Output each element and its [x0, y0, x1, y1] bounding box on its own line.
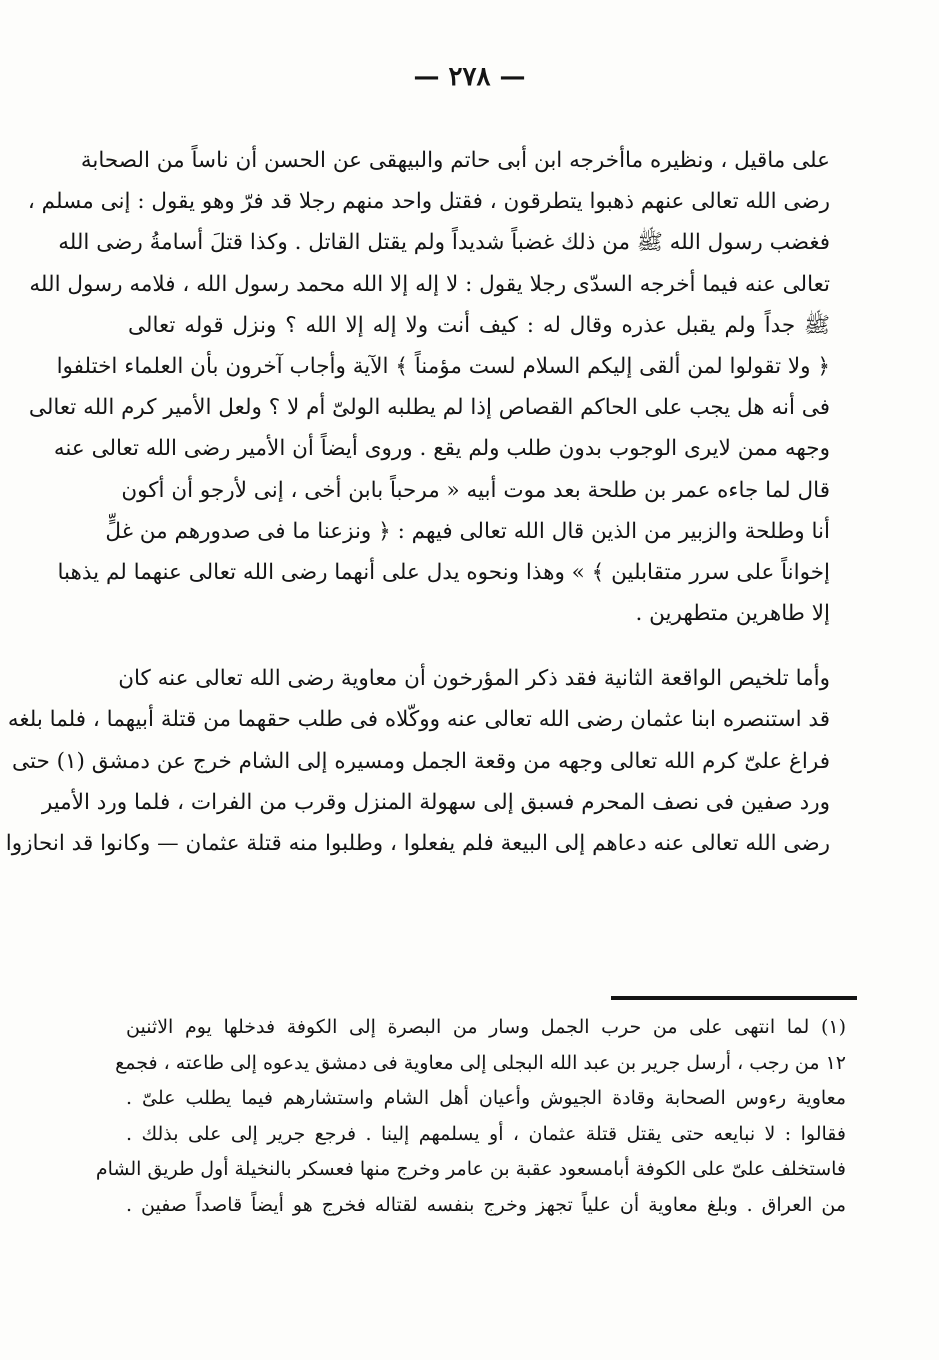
text-line: ﷺ جداً ولم يقبل عذره وقال له : كيف أنت ولا إله إلا الله ؟ ونزل قوله تعالى [128, 312, 830, 338]
text-line: وجهه ممن لايرى الوجوب بدون طلب ولم يقع . وروى أيضاً أن الأمير رضى الله تعالى عنه [53, 436, 830, 462]
text-line: على ماقيل ، ونظيره ماأخرجه ابن أبى حاتم والبيهقى عن الحسن أن ناساً من الصحابة [80, 148, 830, 173]
text-line: ورد صفين فى نصف المحرم فسبق إلى سهولة المنزل وقرب من الفرات ، فلما ورد الأمير [41, 789, 830, 815]
text-line: فراغ علىّ كرم الله تعالى وجهه من وقعة الجمل ومسيره إلى الشام خرج عن دمشق (١) حتى [12, 748, 830, 774]
footnote-line: فاستخلف علىّ على الكوفة أبامسعود عقبة بن عامر وخرج منها فعسكر بالنخيلة أول طريق الشام [95, 1158, 846, 1181]
text-line: إخواناً على سرر متقابلين ﴾ » وهذا ونحوه يدل على أنهما رضى الله تعالى عنهما لم يذهبا [57, 559, 830, 585]
footnote-line: من العراق . وبلغ معاوية أن علياً تجهز وخرج بنفسه لقتاله فخرج هو أيضاً قاصداً صفين . [126, 1193, 846, 1216]
text-line: قد استنصره ابنا عثمان رضى الله تعالى عنه ووكّلاه فى طلب حقهما من قتلة أبيهما ، فلما بلغه [7, 707, 830, 733]
text-line: إلا طاهرين متطهرين . [635, 601, 830, 627]
main-text [5, 140, 830, 864]
footnote-line: ١٢ من رجب ، أرسل جرير بن عبد الله البجلى إلى معاوية فى دمشق يدعوه إلى طاعته ، فجمع [115, 1051, 846, 1074]
text-line: رضى الله تعالى عنه دعاهم إلى البيعة فلم يفعلوا ، وطلبوا منه قتلة عثمان — وكانوا قد انحازوا [5, 831, 830, 856]
text-line: وأما تلخيص الواقعة الثانية فقد ذكر المؤرخون أن معاوية رضى الله تعالى عنه كان [118, 666, 830, 692]
paragraph-gap [128, 634, 830, 658]
text-line: تعالى عنه فيما أخرجه السدّى رجلا يقول : لا إله إلا الله محمد رسول الله ، فلامه رسول الله [29, 271, 830, 297]
text-line: ﴿ ولا تقولوا لمن ألقى إليكم السلام لست مؤمناً ﴾ الآية وأجاب آخرون بأن العلماء اختلفوا [56, 353, 830, 379]
paragraph-1 [27, 140, 830, 634]
text-line: فى أنه هل يجب على الحاكم القصاص إذا لم يطلبه الولىّ أم لا ؟ ولعل الأمير كرم الله تعالى [28, 395, 830, 421]
text-line: قال لما جاءه عمر بن طلحة بعد موت أبيه « مرحباً بابن أخى ، إنى لأرجو أن أكون [121, 477, 830, 503]
footnote-line: معاوية رءوس الصحابة وقادة الجيوش وأعيان أهل الشام واستشارهم فيما يطلب علىّ . [126, 1087, 846, 1110]
page-number: — ٢٧٨ — [413, 62, 526, 92]
text-line: رضى الله تعالى عنهم ذهبوا يتطرقون ، فقتل واحد منهم رجلا قد فرّ وهو يقول : إنى مسلم ، [27, 189, 830, 215]
text-line: أنا وطلحة والزبير من الذين قال الله تعالى فيهم : ﴿ ونزعنا ما فى صدورهم من غلٍّ [105, 518, 830, 544]
text-line: فغضب رسول الله ﷺ من ذلك غضباً شديداً ولم يقتل القاتل . وكذا قتلَ أسامةُ رضى الله [58, 230, 830, 256]
paragraph-2 [5, 658, 830, 864]
footnote-rule [611, 996, 857, 1000]
footnote [95, 1010, 846, 1224]
footnote-line: (١) لما انتهى على من حرب الجمل وسار من البصرة إلى الكوفة فدخلها يوم الاثنين [126, 1016, 846, 1038]
footnote-line: فقالوا : لا نبايعه حتى يقتل قتلة عثمان ، أو يسلمهم إلينا . فرجع جرير إلى على بذلك . [126, 1122, 846, 1145]
